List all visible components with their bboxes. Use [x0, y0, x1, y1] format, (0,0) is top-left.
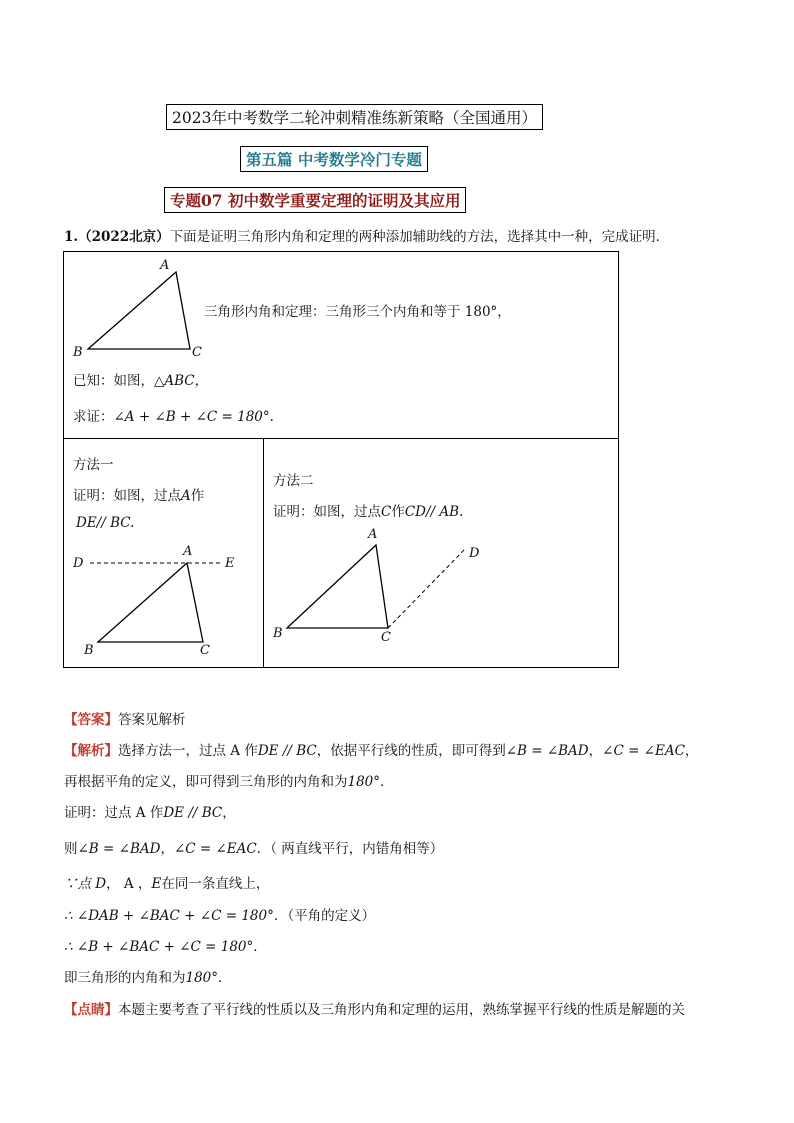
given-line [73, 369, 208, 389]
question-text: 下面是证明三角形内角和定理的两种添加辅助线的方法，选择其中一种，完成证明． [169, 229, 670, 245]
proof-math: ∵点 D [64, 876, 107, 892]
proof-math: ∠C = ∠EAC [173, 841, 257, 857]
proof-math: ∠B = ∠BAD [77, 841, 161, 857]
analysis-text: ， [684, 743, 699, 759]
proof-math: 180° [185, 970, 219, 986]
proof-text: ．（ 两直线平行，内错角相等） [256, 841, 444, 857]
triangle-abc-top [88, 272, 190, 349]
method2-proof [273, 500, 463, 520]
comment-tag: 【点睛】 [64, 1002, 118, 1018]
label-c-method1: C [200, 643, 210, 658]
proof-text: 则 [64, 841, 78, 857]
proof-line1 [64, 801, 236, 821]
label-b-method1: B [84, 643, 94, 658]
method1-point: A [181, 488, 191, 504]
theorem-statement: 三角形内角和定理：三角形三个内角和等于 180°， [204, 304, 511, 320]
proof-line2 [64, 837, 443, 857]
line-cd [388, 549, 465, 628]
method2-proof-prefix: 证明：如图，过点 [273, 504, 381, 520]
label-d-method2: D [469, 546, 480, 561]
analysis-math: 180° [347, 774, 381, 790]
label-a-top: A [160, 258, 170, 273]
proof-text: ， [222, 805, 236, 821]
analysis-text: ． [380, 774, 394, 790]
proof-line3 [64, 872, 269, 892]
method2-point: C [381, 504, 392, 520]
proof-math: E [151, 876, 162, 892]
prove-line [73, 405, 274, 425]
proof-text: ， A ， [106, 876, 152, 892]
analysis-text: ，依据平行线的性质，即可得到 [316, 743, 506, 759]
question-source: （2022北京） [78, 229, 170, 245]
analysis-text: 选择方法一，过点 A 作 [118, 743, 258, 759]
label-a-method1: A [183, 544, 193, 559]
method2-title: 方法二 [273, 473, 314, 489]
method1-title: 方法一 [73, 457, 114, 473]
analysis-text: 再根据平角的定义，即可得到三角形的内角和为 [64, 774, 348, 790]
analysis-math: ∠B = ∠BAD [505, 743, 589, 759]
proof-text: ． [218, 970, 232, 986]
proof-math: ∴ ∠B + ∠BAC + ∠C = 180° [64, 939, 254, 955]
analysis-line2 [64, 770, 394, 790]
label-d-method1: D [73, 556, 84, 571]
method1-proof [73, 484, 204, 504]
label-c-method2: C [381, 630, 391, 645]
label-a-method2: A [368, 527, 378, 542]
proof-line5 [64, 935, 267, 955]
label-b-top: B [73, 345, 83, 360]
prove-label: 求证： [73, 409, 114, 425]
proof-line4 [64, 904, 375, 924]
label-b-method2: B [273, 626, 283, 641]
proof-text: ．（平角的定义） [273, 908, 376, 924]
method1-proof-suffix: 作 [190, 488, 205, 504]
analysis-text: ， [588, 743, 603, 759]
method2-construction: CD// AB. [404, 504, 464, 520]
prove-math: ∠A + ∠B + ∠C = 180°. [113, 409, 274, 425]
proof-math: ∴ ∠DAB + ∠BAC + ∠C = 180° [64, 908, 274, 924]
triangle-abc-method1 [98, 563, 203, 642]
analysis-line1 [64, 739, 698, 759]
answer-tag: 【答案】 [64, 712, 118, 728]
proof-text: 即三角形的内角和为 [64, 970, 186, 986]
analysis-tag: 【解析】 [64, 743, 118, 759]
comment-text: 本题主要考查了平行线的性质以及三角形内角和定理的运用，熟练掌握平行线的性质是解题的关 [118, 1002, 685, 1018]
label-e-method1: E [225, 556, 235, 571]
question-number: 1. [64, 229, 79, 245]
given-math: △ABC， [154, 373, 209, 389]
comment-line [64, 998, 685, 1018]
proof-text: ， [160, 841, 174, 857]
proof-line6 [64, 966, 232, 986]
triangle-abc-method2 [287, 545, 388, 628]
part-title: 第五篇 中考数学冷门专题 [240, 146, 428, 172]
given-label: 已知：如图， [73, 373, 154, 389]
proof-text: ． [253, 939, 267, 955]
document-title: 2023年中考数学二轮冲刺精准练新策略（全国通用） [166, 104, 543, 130]
analysis-math: ∠C = ∠EAC [602, 743, 685, 759]
answer-line [64, 708, 186, 728]
method1-proof-prefix: 证明：如图，过点 [73, 488, 181, 504]
answer-text: 答案见解析 [118, 712, 186, 728]
topic-title: 专题07 初中数学重要定理的证明及其应用 [164, 187, 466, 213]
label-c-top: C [192, 345, 202, 360]
proof-math: DE // BC [163, 805, 223, 821]
method1-construction: DE// BC. [76, 515, 135, 531]
analysis-math: DE // BC [257, 743, 317, 759]
proof-text: 证明：过点 A 作 [64, 805, 164, 821]
method2-proof-mid: 作 [391, 504, 405, 520]
proof-text: 在同一条直线上， [161, 876, 270, 892]
